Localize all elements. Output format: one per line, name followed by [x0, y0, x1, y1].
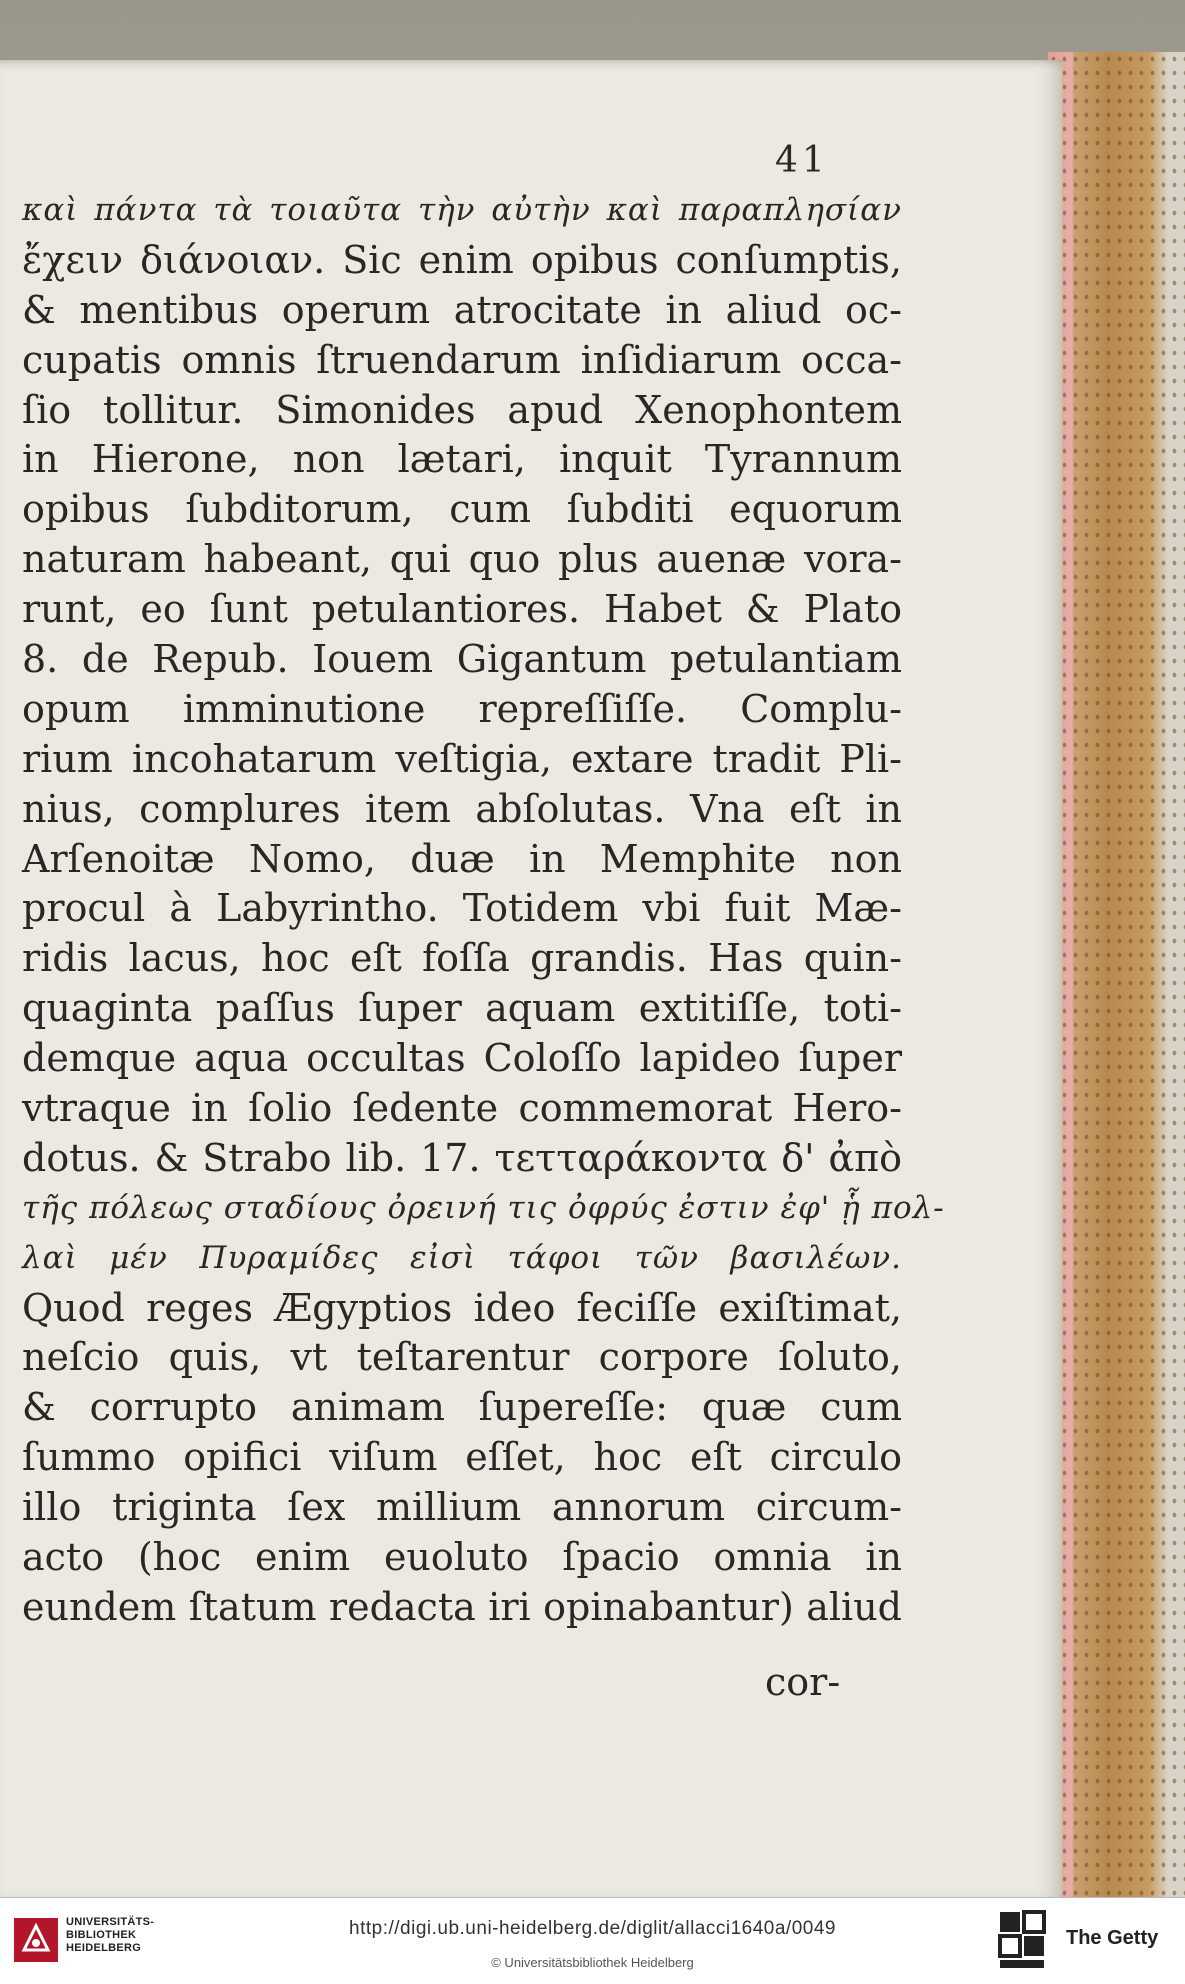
text-line: quaginta paſſus ſuper aquam extitiſſe, toti- [22, 986, 902, 1031]
book-fore-edge [1048, 52, 1185, 1897]
catchword: cor- [765, 1660, 841, 1704]
text-line: naturam habeant, qui quo plus auenæ vora- [22, 537, 902, 582]
text-line: nius, complures item abſolutas. Vna eſt in [22, 786, 902, 831]
text-line: opum imminutione repreſſiſſe. Complu- [22, 686, 902, 731]
text-line: 8. de Repub. Iouem Gigantum petulantiam [22, 637, 902, 682]
text-line: λαὶ μέν Πυραμίδες εἰσὶ τάφοι τῶν βασιλέων. [22, 1239, 902, 1276]
viewer-footer [0, 1897, 1185, 1984]
text-line: in Hierone, non lætari, inquit Tyrannum [22, 437, 902, 482]
text-line: eundem ſtatum redacta iri opinabantur) aliud [22, 1584, 902, 1629]
text-line: acto (hoc enim euoluto ſpacio omnia in [22, 1535, 902, 1580]
book-page [0, 60, 1062, 1897]
text-line: runt, eo ſunt petulantiores. Habet & Plato [22, 587, 902, 632]
text-line: dotus. & Strabo lib. 17. τετταράκοντα δ' ἀπὸ [22, 1135, 902, 1180]
text-line: illo triginta ſex millium annorum circum- [22, 1485, 902, 1530]
text-line: τῆς πόλεως σταδίους ὀρεινή τις ὀφρύς ἐστιν ἐφ' ᾗ πολ- [22, 1189, 945, 1226]
text-line: ridis lacus, hoc eſt foſſa grandis. Has quin- [22, 936, 902, 981]
text-line: demque aqua occultas Coloſſo lapideo ſuper [22, 1036, 902, 1081]
body-text [22, 186, 945, 1633]
text-line: καὶ πάντα τὰ τοιαῦτα τὴν αὐτὴν καὶ παραπλησίαν [22, 192, 902, 228]
permalink-url[interactable]: http://digi.ub.uni-heidelberg.de/diglit/allacci1640a/0049 [349, 1918, 836, 1939]
text-line: rium incohatarum veſtigia, extare tradit Pli- [22, 736, 902, 781]
text-line: ſummo opifici viſum eſſet, hoc eſt circulo [22, 1435, 902, 1480]
partner-name: The Getty [1066, 1927, 1159, 1949]
text-line: cupatis omnis ſtruendarum inſidiarum occa- [22, 337, 902, 382]
text-line: & corrupto animam ſupereſſe: quæ cum [22, 1385, 902, 1430]
text-line: Quod reges Ægyptios ideo feciſſe exiſtimat, [22, 1285, 902, 1330]
getty-logo-icon [998, 1910, 1046, 1972]
library-name: UNIVERSITÄTS- BIBLIOTHEK HEIDELBERG [66, 1916, 155, 1954]
text-line: & mentibus operum atrocitate in aliud oc- [22, 287, 902, 332]
text-line: vtraque in ſolio ſedente commemorat Hero- [22, 1086, 902, 1131]
text-line: procul à Labyrintho. Totidem vbi fuit Mæ- [22, 886, 902, 931]
copyright-notice: © Universitätsbibliothek Heidelberg [491, 1955, 694, 1970]
text-line: opibus ſubditorum, cum ſubditi equorum [22, 487, 902, 532]
text-line: ἔχειν διάνοιαν. Sic enim opibus conſumptis, [22, 237, 902, 282]
text-line: neſcio quis, vt teſtarentur corpore ſoluto, [22, 1335, 902, 1380]
text-line: Arſenoitæ Nomo, duæ in Memphite non [22, 836, 902, 881]
text-line: ſio tollitur. Simonides apud Xenophontem [22, 387, 902, 432]
page-number: 41 [775, 140, 829, 181]
